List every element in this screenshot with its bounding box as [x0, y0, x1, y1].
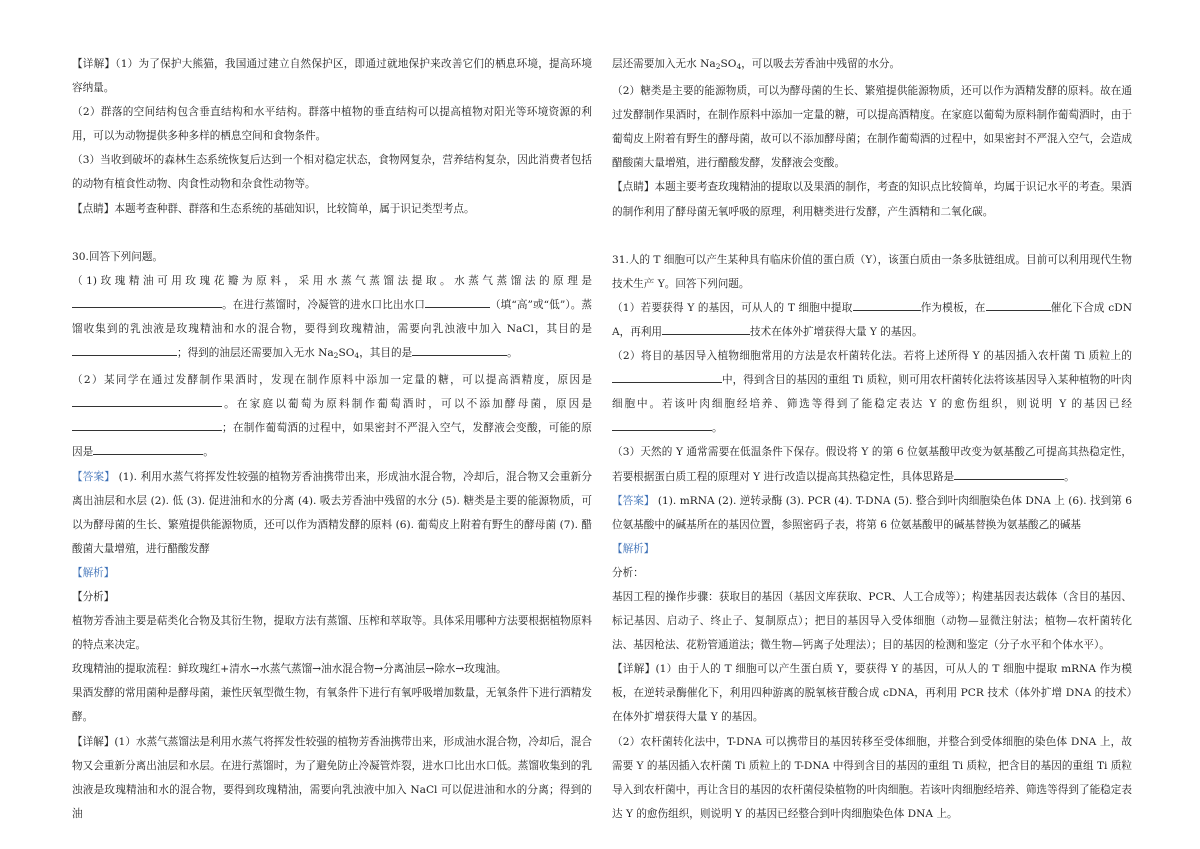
answer-paragraph: [72, 465, 592, 561]
explanation-paragraph: （2）群落的空间结构包含垂直结构和水平结构。群落中植物的垂直结构可以提高植物对阳光等环境资源的利用，可以为动物提供多种多样的栖息空间和食物条件。: [72, 106, 592, 143]
question-text: 。: [712, 422, 723, 435]
detail-paragraph: 【详解】(1）水蒸气蒸馏法是利用水蒸气将挥发性较强的植物芳香油携带出来，形成油水混合物，冷却后，混合物又会重新分离出油层和水层。在进行蒸馏时，为了避免防止冷凝管炸裂，进水口比出水口低。蒸馏收集到的乳浊液是玫瑰精油和水的混合物，要得到玫瑰精油，需要向乳浊液中加入 NaCl 可以促进油和水的分离；得到的油: [72, 735, 592, 820]
question-text: 。: [203, 446, 214, 459]
detail-paragraph: 【详解】(1）由于人的 T 细胞可以产生蛋白质 Y，要获得 Y 的基因，可从人的 T 细胞中提取 mRNA 作为模板，在逆转录酶催化下，利用四种游离的脱氧核苷酸合成 cDNA，再利用 PCR 技术（体外扩增 DNA 的技术）在体外扩增获得大量 Y 的基因。: [612, 663, 1132, 724]
analysis-tag: 【解析】: [72, 566, 115, 579]
analysis-paragraph: 基因工程的操作步骤：获取目的基因（基因文库获取、PCR、人工合成等）；构建基因表达载体（含目的基因、标记基因、启动子、终止子、复制原点）；把目的基因导入受体细胞（动物—显微注射法；植物—农杆菌转化法、基因枪法、花粉管通道法；微生物—钙离子处理法）；目的基因的检测和鉴定（分子水平和个体水平）。: [612, 590, 1132, 652]
tip-paragraph: 【点睛】本题考查种群、群落和生态系统的基础知识，比较简单，属于识记类型考点。: [72, 202, 475, 215]
answer-paragraph: [612, 489, 1132, 537]
question-text: ；在制作葡萄酒的过程中，如果密封不严混入空气，发酵液会变酸，可能的原因是: [72, 422, 592, 459]
detail-paragraph: （2）农杆菌转化法中，T-DNA 可以携带目的基因转移至受体细胞，并整合到受体细胞的染色体 DNA 上，故需要 Y 的基因插入农杆菌 Ti 质粒上的 T-DNA 中得到含目的基因的重组 Ti 质粒，把含目的基因的重组 Ti 质粒导入到农杆菌中，再让含目的基因的农杆菌侵染植物的叶肉细胞。若该叶肉细胞经培养、筛选等得到了能稳定表达 Y 的愈伤组织，则说明 Y 的基因已经整合到叶肉细胞染色体 DNA 上。: [612, 735, 1132, 820]
question-text: 催化下合成 cDNA，再利用: [612, 301, 1132, 338]
answer-tag: 【答案】: [72, 470, 116, 483]
answer-blank: [72, 343, 177, 356]
question-31-part-2: [612, 344, 1132, 440]
question-30-title: 30.回答下列问题。: [72, 250, 164, 263]
explanation-text: SO: [720, 58, 737, 70]
question-text: 。: [507, 347, 518, 360]
question-text: 。在家庭以葡萄为原料制作葡萄酒时，可以不添加酵母菌，原因是: [222, 398, 592, 411]
question-text: （2）将目的基因导入植物细胞常用的方法是农杆菌转化法。若将上述所得 Y 的基因插入农杆菌 Ti 质粒上的: [612, 350, 1132, 363]
answer-text: (1). 利用水蒸气将挥发性较强的植物芳香油携带出来，形成油水混合物，冷却后，混合物又会重新分离出油层和水层 (2). 低 (3). 促进油和水的分离 (4). 吸去芳香油中残留的水分 (5). 糖类是主要的能源物质，可以为酵母菌的生长、繁殖提供能源物质，还可以作为酒精发酵的原料 (6). 葡萄皮上附着有野生的酵母菌 (7). 醋酸菌大量增殖，进行醋酸发酵: [72, 470, 592, 555]
subscript: 4: [736, 62, 742, 71]
answer-blank: [72, 394, 222, 407]
analysis-paragraph: 植物芳香油主要是萜类化合物及其衍生物，提取方法有蒸馏、压榨和萃取等。具体采用哪种方法要根据植物原料的特点来决定。: [72, 615, 592, 652]
question-text: （2）某同学在通过发酵制作果酒时，发现在制作原料中添加一定量的糖，可以提高酒精度，原因是: [72, 374, 592, 387]
question-text: （填“高”或“低”）。蒸馏收集到的乳浊液是玫瑰精油和水的混合物，要得到玫瑰精油，需要向乳浊液中加入 NaCl，其目的是: [72, 298, 592, 335]
answer-blank: [954, 467, 1064, 480]
question-text: ，其目的是: [359, 347, 413, 360]
question-text: 。在进行蒸馏时，冷凝管的进水口比出水口: [222, 298, 425, 311]
subscript: 2: [333, 351, 339, 361]
analysis-heading: 分析：: [612, 566, 644, 579]
answer-blank: [612, 370, 722, 383]
question-text: SO: [338, 347, 355, 360]
question-text: 中，得到含目的基因的重组 Ti 质粒，则可用农杆菌转化法将该基因导入某种植物的叶肉细胞中。若该叶肉细胞经培养、筛选等得到了能稳定表达 Y 的愈伤组织，则说明 Y 的基因已经: [612, 374, 1132, 411]
analysis-tag: 【解析】: [612, 542, 655, 555]
analysis-heading: 【分析】: [72, 590, 115, 603]
question-31-title: 31.人的 T 细胞可以产生某种具有临床价值的蛋白质（Y），该蛋白质由一条多肽链组成。目前可以利用现代生物技术生产 Y。回答下列问题。: [612, 253, 1132, 290]
answer-blank: [612, 418, 712, 431]
subscript: 4: [354, 351, 360, 361]
question-31-part-1: [612, 296, 1132, 344]
answer-blank: [93, 442, 203, 455]
explanation-text: ，可以吸去芳香油中残留的水分。: [741, 58, 901, 70]
question-text: （1）若要获得 Y 的基因，可从人的 T 细胞中提取: [612, 301, 853, 314]
explanation-paragraph: [612, 52, 1132, 79]
analysis-paragraph: 玫瑰精油的提取流程：鲜玫瑰红+清水→水蒸气蒸馏→油水混合物→分离油层→除水→玫瑰油。: [72, 663, 507, 676]
tip-paragraph: 【点睛】本题主要考查玫瑰精油的提取以及果酒的制作，考查的知识点比较简单，均属于识记水平的考查。果酒的制作利用了酵母菌无氧呼吸的原理，利用糖类进行发酵，产生酒精和二氧化碳。: [612, 181, 1132, 218]
question-30-part-2: [72, 368, 592, 464]
answer-blank: [412, 343, 507, 356]
explanation-text: 层还需要加入无水 Na: [612, 58, 716, 70]
question-text: ；得到的油层还需要加入无水 Na: [177, 347, 334, 360]
explanation-paragraph: （2）糖类是主要的能源物质，可以为酵母菌的生长、繁殖提供能源物质，还可以作为酒精发酵的原料。故在通过发酵制作果酒时，在制作原料中添加一定量的糖，可以提高酒精度。在家庭以葡萄为原料制作葡萄酒时，由于葡萄皮上附着有野生的酵母菌，故可以不添加酵母菌；在制作葡萄酒的过程中，如果密封不严混入空气，会造成醋酸菌大量增殖，进行醋酸发酵，发酵液会变酸。: [612, 85, 1132, 170]
answer-blank: [72, 418, 222, 431]
explanation-paragraph: 【详解】（1）为了保护大熊猫，我国通过建立自然保护区，即通过就地保护来改善它们的栖息环境，提高环境容纳量。: [72, 58, 592, 95]
right-column: [612, 52, 1132, 826]
answer-tag: 【答案】: [612, 494, 655, 507]
left-column: [72, 52, 592, 826]
question-text: （1)玫瑰精油可用玫瑰花瓣为原料，采用水蒸气蒸馏法提取。水蒸气蒸馏法的原理是: [72, 274, 592, 287]
question-31-part-3: [612, 440, 1132, 488]
answer-blank: [662, 322, 750, 335]
answer-blank: [72, 295, 222, 308]
question-text: 。: [1064, 470, 1075, 483]
answer-blank: [853, 298, 921, 311]
question-text: 技术在体外扩增获得大量 Y 的基因。: [750, 325, 923, 338]
answer-blank: [425, 295, 490, 308]
answer-text: (1). mRNA (2). 逆转录酶 (3). PCR (4). T-DNA (5). 整合到叶肉细胞染色体 DNA 上 (6). 找到第 6 位氨基酸中的碱基所在的基因位置，参照密码子表，将第 6 位氨基酸甲的碱基替换为氨基酸乙的碱基: [612, 494, 1133, 531]
question-text: 作为模板，在: [920, 301, 986, 314]
analysis-paragraph: 果酒发酵的常用菌种是酵母菌，兼性厌氧型微生物，有氧条件下进行有氧呼吸增加数量，无氧条件下进行酒精发酵。: [72, 687, 592, 724]
subscript: 2: [715, 62, 721, 71]
explanation-paragraph: （3）当收到破坏的森林生态系统恢复后达到一个相对稳定状态，食物网复杂，营养结构复杂，因此消费者包括的动物有植食性动物、肉食性动物和杂食性动物等。: [72, 154, 592, 191]
question-text: （3）天然的 Y 通常需要在低温条件下保存。假设将 Y 的第 6 位氨基酸甲改变为氨基酸乙可提高其热稳定性，若要根据蛋白质工程的原理对 Y 进行改造以提高其热稳定性，具体思路是: [612, 446, 1132, 483]
question-30-part-1: [72, 269, 592, 368]
answer-blank: [986, 298, 1051, 311]
